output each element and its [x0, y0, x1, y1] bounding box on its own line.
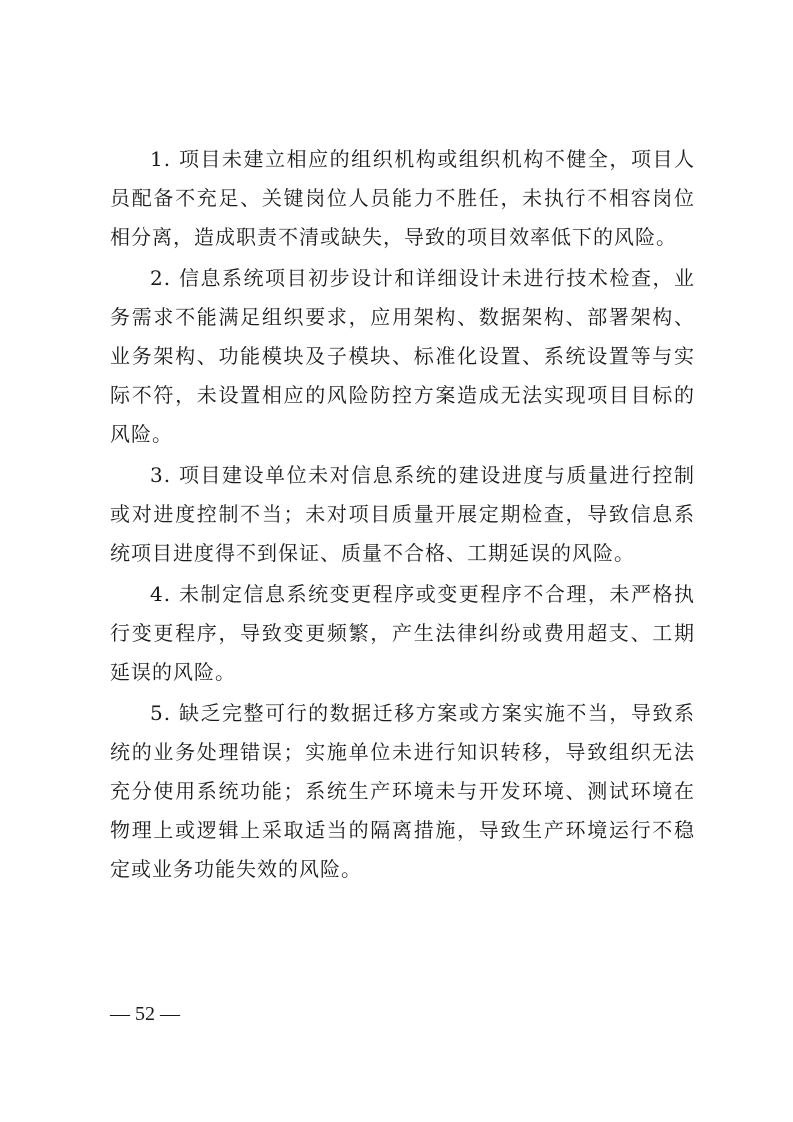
paragraph-5: 5. 缺乏完整可行的数据迁移方案或方案实施不当，导致系统的业务处理错误；实施单位未进行知识转移，导致组织无法充分使用系统功能；系统生产环境未与开发环境、测试环境在物理上或逻辑上采取适当的隔离措施，导致生产环境运行不稳定或业务功能失效的风险。 — [110, 701, 695, 881]
body-text — [110, 140, 695, 889]
paragraph-1: 1. 项目未建立相应的组织机构或组织机构不健全，项目人员配备不充足、关键岗位人员能力不胜任，未执行不相容岗位相分离，造成职责不清或缺失，导致的项目效率低下的风险。 — [110, 147, 695, 249]
paragraph-4: 4. 未制定信息系统变更程序或变更程序不合理，未严格执行变更程序，导致变更频繁，产生法律纠纷或费用超支、工期延误的风险。 — [110, 582, 695, 684]
page-number: — 52 — — [110, 1003, 180, 1025]
paragraph-3: 3. 项目建设单位未对信息系统的建设进度与质量进行控制或对进度控制不当；未对项目质量开展定期检查，导致信息系统项目进度得不到保证、质量不合格、工期延误的风险。 — [110, 463, 695, 565]
paragraph-2: 2. 信息系统项目初步设计和详细设计未进行技术检查，业务需求不能满足组织要求，应用架构、数据架构、部署架构、业务架构、功能模块及子模块、标准化设置、系统设置等与实际不符，未设置相应的风险防控方案造成无法实现项目目标的风险。 — [110, 266, 695, 446]
